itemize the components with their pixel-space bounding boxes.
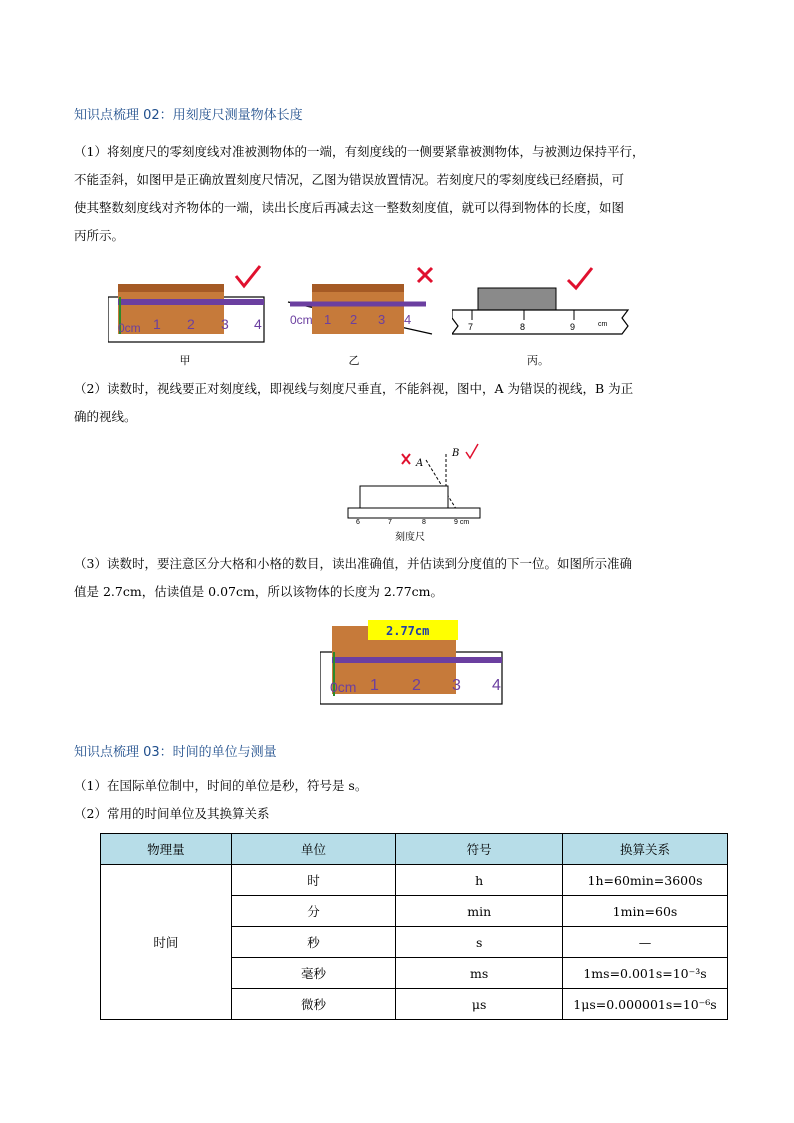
tick-label: 1 <box>370 677 379 694</box>
figure-jia-ruler <box>108 262 268 346</box>
paragraph-3 <box>74 550 734 606</box>
table-cell: 1h=60min=3600s <box>563 865 728 896</box>
table-header-cell: 符号 <box>396 834 563 865</box>
tick-label: 0cm <box>118 321 141 335</box>
quantity-cell: 时间 <box>101 865 232 1020</box>
figure-bing-caption: 丙。 <box>527 354 549 367</box>
figure-bing-ruler <box>452 266 632 344</box>
table-cell: ms <box>396 958 563 989</box>
table-header-cell: 物理量 <box>101 834 232 865</box>
tick-label: 4 <box>254 316 262 332</box>
table-cell: 1min=60s <box>563 896 728 927</box>
time-units-table <box>100 833 728 1020</box>
table-cell: 时 <box>231 865 396 896</box>
paragraph-1-line-1: （1）将刻度尺的零刻度线对准被测物体的一端，有刻度线的一侧要紧靠被测物体，与被测边保持平行， <box>74 144 645 159</box>
section-03-line-2: （2）常用的时间单位及其换算关系 <box>74 806 270 821</box>
tick-label: 0cm <box>330 679 357 695</box>
paragraph-1 <box>74 138 734 250</box>
figure-yi-caption: 乙 <box>348 354 360 367</box>
tick-label: 9 <box>570 322 576 332</box>
cross-icon <box>418 268 432 282</box>
table-header-cell: 换算关系 <box>563 834 728 865</box>
figure-jia-caption: 甲 <box>179 354 191 367</box>
figure-viewing-line <box>342 440 486 526</box>
tick-label: 7 <box>388 519 392 526</box>
section-03-line-1: （1）在国际单位制中，时间的单位是秒，符号是 s。 <box>74 778 368 793</box>
paragraph-2-line-2: 确的视线。 <box>74 409 137 424</box>
tick-label: 2 <box>350 312 358 327</box>
paragraph-1-line-2: 不能歪斜，如图甲是正确放置刻度尺情况，乙图为错误放置情况。若刻度尺的零刻度线已经磨损，可 <box>74 172 625 187</box>
figure-reading <box>320 618 504 708</box>
tick-label: cm <box>598 321 608 328</box>
tick-label: 1 <box>153 316 161 332</box>
table-cell: s <box>396 927 563 958</box>
table-header-cell: 单位 <box>231 834 396 865</box>
table-row <box>101 865 728 896</box>
table-cell: — <box>563 927 728 958</box>
paragraph-2-line-1: （2）读数时，视线要正对刻度线，即视线与刻度尺垂直，不能斜视，图中，A 为错误的视线，B 为正 <box>74 381 634 396</box>
tick-label: 4 <box>492 677 501 694</box>
tick-label: 7 <box>468 322 474 332</box>
check-mark-icon <box>466 444 478 458</box>
check-mark-icon <box>568 268 592 288</box>
paragraph-3-line-1: （3）读数时，要注意区分大格和小格的数目，读出准确值，并估读到分度值的下一位。如图所示准确 <box>74 556 632 571</box>
tick-label: 3 <box>221 316 229 332</box>
tick-label: 3 <box>452 677 461 694</box>
tick-label: 2 <box>412 677 421 694</box>
object-block <box>478 288 556 310</box>
table-cell: μs <box>396 989 563 1020</box>
table-header-row <box>101 834 728 865</box>
reading-value: 2.77cm <box>386 624 430 638</box>
tick-label: 1 <box>324 312 332 327</box>
paragraph-3-line-2: 值是 2.7cm，估读值是 0.07cm，所以该物体的长度为 2.77cm。 <box>74 584 444 599</box>
tick-label: 8 <box>520 322 526 332</box>
figure-viewing-caption: 刻度尺 <box>395 532 425 543</box>
check-mark-icon <box>236 266 260 286</box>
tick-label: 2 <box>187 316 195 332</box>
table-cell: 毫秒 <box>231 958 396 989</box>
paragraph-2 <box>74 375 734 431</box>
table-cell: 1ms=0.001s=10⁻³s <box>563 958 728 989</box>
section-heading-02: 知识点梳理 02：用刻度尺测量物体长度 <box>74 108 303 123</box>
tick-label: 4 <box>404 312 412 327</box>
paragraph-1-line-3: 使其整数刻度线对齐物体的一端，读出长度后再减去这一整数刻度值，就可以得到物体的长度，如图 <box>74 200 625 215</box>
table-cell: h <box>396 865 563 896</box>
table-cell: 微秒 <box>231 989 396 1020</box>
figure-yi-ruler <box>286 262 436 346</box>
table-cell: 分 <box>231 896 396 927</box>
label-a: A <box>416 458 424 469</box>
section-03-text <box>74 772 734 828</box>
tick-label: 3 <box>378 312 386 327</box>
tick-label: 6 <box>356 519 360 526</box>
tick-label: 9 cm <box>454 519 470 526</box>
table-cell: min <box>396 896 563 927</box>
table-cell: 秒 <box>231 927 396 958</box>
tick-label: 8 <box>422 519 426 526</box>
paragraph-1-line-4: 丙所示。 <box>74 228 125 243</box>
table-cell: 1μs=0.000001s=10⁻⁶s <box>563 989 728 1020</box>
section-heading-03: 知识点梳理 03：时间的单位与测量 <box>74 745 277 760</box>
label-b: B <box>452 448 460 459</box>
tick-label: 0cm <box>290 313 313 327</box>
